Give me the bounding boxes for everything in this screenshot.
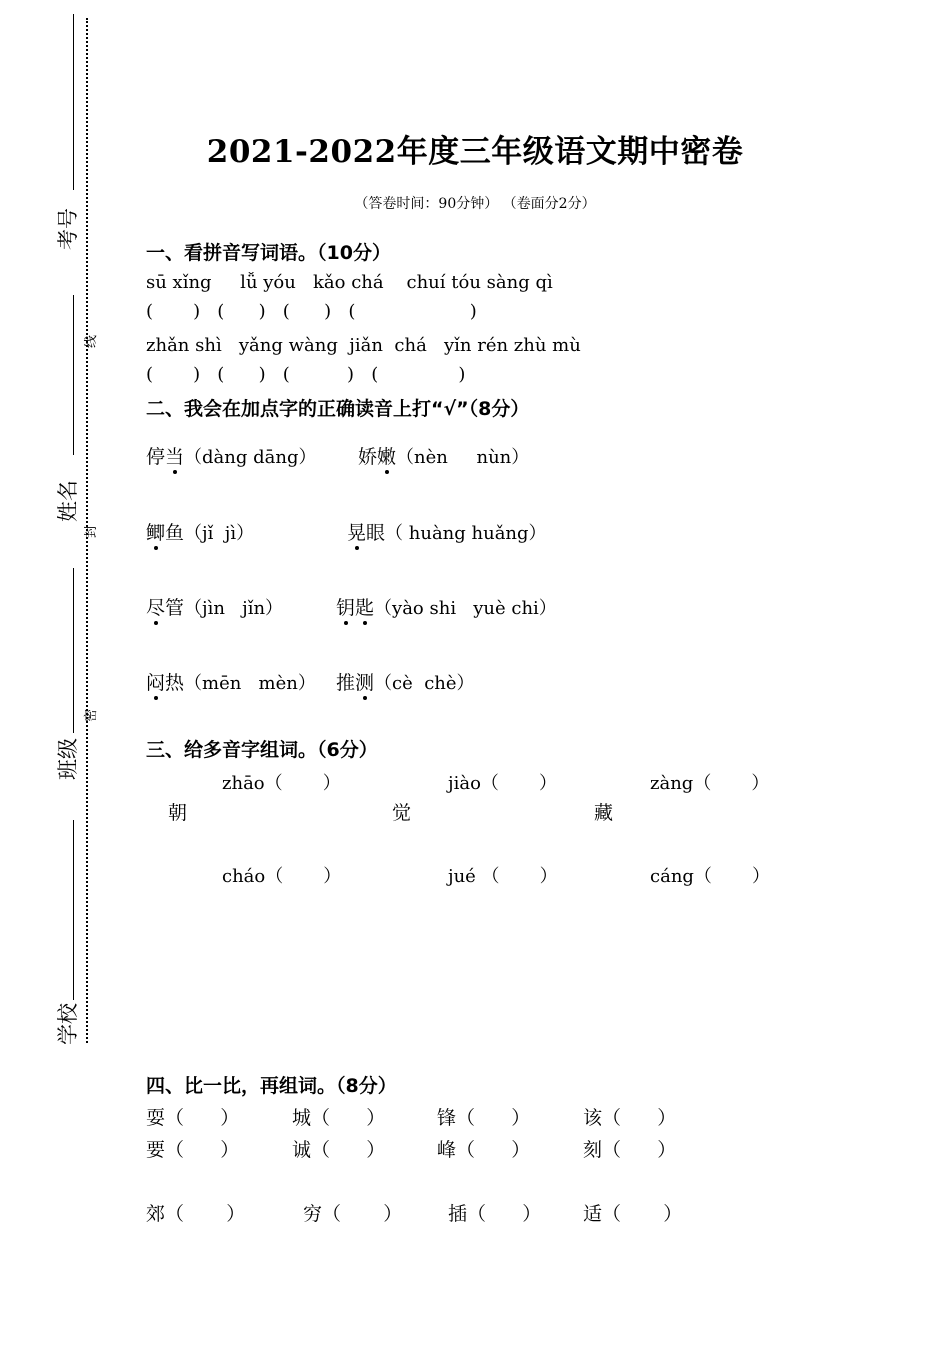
s4-r3-c2: 穷（ ） [303,1203,403,1225]
s3-bottom-2: jué （ ） [448,866,558,887]
page-title: 2021-2022年度三年级语文期中密卷 [206,134,744,170]
s2-item [358,442,529,469]
s4-r1-c3: 锋（ ） [437,1107,531,1129]
char: 推 [336,672,356,694]
label-kaohao: 考号 [56,208,80,250]
options: （nèn nùn） [396,447,530,468]
s4-r2-c2: 诚（ ） [292,1139,386,1161]
s4-r2-c1: 要（ ） [146,1139,240,1161]
s3-bottom-3: cáng（ ） [650,866,770,887]
s2-item [347,518,547,545]
options: （dàng dāng） [184,447,317,468]
s3-bottom-1: cháo（ ） [222,866,342,887]
dotted-char: 嫩 [377,446,397,468]
section-4-heading: 四、比一比，再组词。（8分） [146,1075,397,1097]
section-1-heading: 一、看拼音写词语。（10分） [146,242,391,264]
subtitle: （答卷时间：90分钟） （卷面分2分） [354,196,596,212]
options: （cè chè） [374,673,475,694]
char: 停 [146,446,166,468]
mark-feng: 封 [84,524,99,538]
dotted-char: 尽 [146,597,166,619]
s4-r3-c3: 插（ ） [448,1203,542,1225]
dotted-char: 匙 [355,597,375,619]
dotted-char: 测 [355,672,375,694]
s2-item [146,668,316,695]
s1-blank-row-1: ( ) ( ) ( ) ( ) [146,301,477,322]
s3-top-2: jiào（ ） [448,773,557,794]
options: （mēn mèn） [184,673,316,694]
options: （ huàng huǎng） [385,523,547,544]
dotted-char: 晃 [347,522,367,544]
s4-r3-c1: 郊（ ） [146,1203,246,1225]
margin-line [73,568,74,733]
label-banji: 班级 [56,738,80,780]
s4-r2-c3: 峰（ ） [437,1139,531,1161]
s2-item [336,593,557,620]
dotted-char: 闷 [146,672,166,694]
dotted-char: 钥 [336,597,356,619]
s4-r1-c1: 耍（ ） [146,1107,240,1129]
s4-r1-c4: 该（ ） [583,1107,677,1129]
s3-top-3: zàng（ ） [650,773,770,794]
label-xuexiao: 学校 [56,1003,80,1045]
char: 娇 [358,446,378,468]
mark-mi: 密 [84,708,99,722]
dotted-char: 鲫 [146,522,166,544]
s1-pinyin-row-2: zhǎn shì yǎng wàng jiǎn chá yǐn rén zhù mù [146,335,581,356]
s3-char-1: 朝 [168,802,188,824]
s1-blank-row-2: ( ) ( ) ( ) ( ) [146,364,466,385]
s4-r3-c4: 适（ ） [583,1203,683,1225]
s3-char-2: 觉 [392,802,412,824]
s4-r1-c2: 城（ ） [292,1107,386,1129]
mark-xian: 线 [84,334,99,348]
options: （yào shi yuè chi） [374,598,557,619]
margin-line [73,295,74,455]
s2-item [146,593,283,620]
s1-pinyin-row-1: sū xǐng lǚ yóu kǎo chá chuí tóu sàng qì [146,272,553,293]
s3-top-1: zhāo（ ） [222,773,341,794]
char: 眼 [366,522,386,544]
dotted-char: 当 [165,446,185,468]
char: 热 [165,672,185,694]
char: 鱼 [165,522,185,544]
s4-r2-c4: 刻（ ） [583,1139,677,1161]
s2-item [146,518,254,545]
margin-line [73,820,74,1000]
label-xingming: 姓名 [56,480,80,522]
s3-char-3: 藏 [594,802,614,824]
section-2-heading: 二、我会在加点字的正确读音上打“√”（8分） [146,398,530,420]
options: （jìn jǐn） [184,598,284,619]
options: （jǐ jì） [184,523,255,544]
char: 管 [165,597,185,619]
s2-item [146,442,317,469]
section-3-heading: 三、给多音字组词。（6分） [146,739,378,761]
s2-item [336,668,475,695]
